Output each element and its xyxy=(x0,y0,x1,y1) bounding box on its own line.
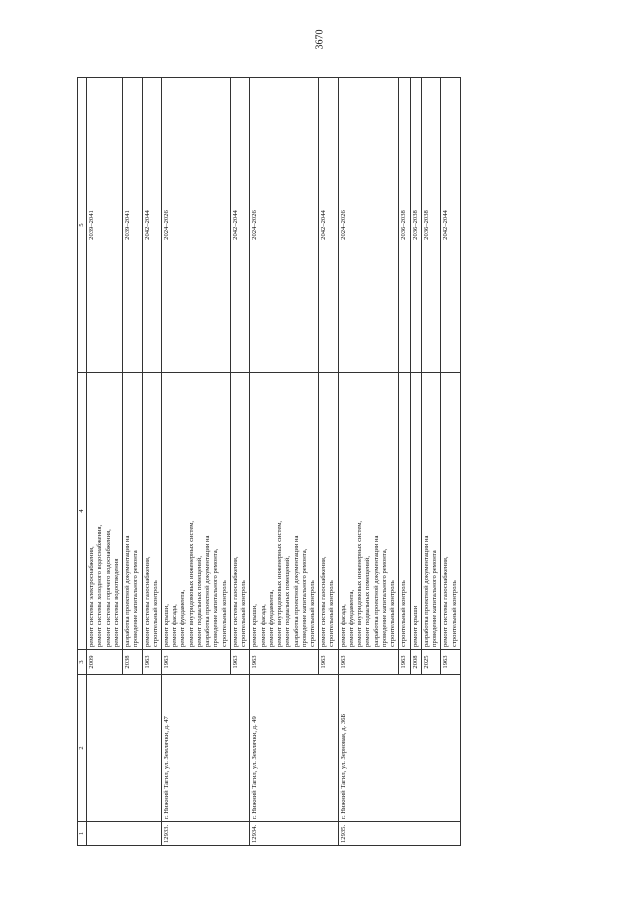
address-cell: г. Нижний Тагил, ул. Землячки, д. 47 xyxy=(162,675,250,822)
period-cell: 2042–2044 xyxy=(441,78,460,373)
works-cell xyxy=(319,373,338,650)
period-cell: 2039–2041 xyxy=(123,78,142,373)
period-cell: 2024–2026 xyxy=(250,78,319,373)
year-cell: 1963 xyxy=(142,650,161,675)
works-cell xyxy=(230,373,249,650)
work-item: ремонт системы газоснабжения, xyxy=(231,556,239,647)
table-body xyxy=(87,78,461,846)
header-col-5: 5 xyxy=(78,78,87,373)
year-cell: 1963 xyxy=(162,650,231,675)
work-item: разработка проектной документации на xyxy=(422,535,430,647)
year-cell: 1963 xyxy=(338,650,399,675)
period-cell: 2042–2044 xyxy=(142,78,161,373)
row-number: 12933. xyxy=(162,822,250,846)
work-item: проведение капитального ремонта xyxy=(132,550,140,647)
address-cell: г. Нижний Тагил, ул. Землячки, д. 49 xyxy=(250,675,338,822)
work-item: разработка проектной документации на xyxy=(372,535,380,647)
header-col-1: 1 xyxy=(78,822,87,846)
works-cell xyxy=(338,373,399,650)
period-cell: 2039–2041 xyxy=(87,78,123,373)
header-row xyxy=(78,78,87,846)
year-cell: 1963 xyxy=(230,650,249,675)
address-cell: г. Нижний Тагил, ул. Зерновая, д. 36Б xyxy=(338,675,460,822)
work-item: ремонт внутридомовых инженерных систем, xyxy=(276,520,284,647)
period-cell: 2036–2038 xyxy=(421,78,440,373)
year-cell: 1963 xyxy=(441,650,460,675)
year-cell: 2025 xyxy=(421,650,440,675)
work-item: ремонт подвальных помещений, xyxy=(284,556,292,647)
work-item: строительный контроль xyxy=(400,580,408,647)
table-row xyxy=(338,78,399,846)
works-cell xyxy=(162,373,231,650)
work-item: разработка проектной документации на xyxy=(204,535,212,647)
work-item: ремонт крыши, xyxy=(163,604,170,647)
year-cell: 2009 xyxy=(87,650,123,675)
work-item: ремонт внутридомовых инженерных систем, xyxy=(356,520,364,647)
work-item: строительный контроль xyxy=(220,580,228,647)
period-cell: 2042–2044 xyxy=(319,78,338,373)
works-cell xyxy=(410,373,421,650)
work-item: разработка проектной документации на xyxy=(292,535,300,647)
year-cell: 1963 xyxy=(319,650,338,675)
work-item: ремонт фасада, xyxy=(259,604,267,647)
row-number: 12935. xyxy=(338,822,460,846)
address-cell xyxy=(87,675,162,822)
work-item: ремонт системы горячего водоснабжения, xyxy=(104,529,112,647)
work-item: ремонт системы электроснабжения, xyxy=(88,546,96,647)
header-col-2: 2 xyxy=(78,675,87,822)
works-cell xyxy=(250,373,319,650)
period-cell: 2042–2044 xyxy=(230,78,249,373)
work-item: ремонт крыши xyxy=(411,605,419,647)
work-item: ремонт системы газоснабжения, xyxy=(320,556,328,647)
work-item: ремонт системы газоснабжения, xyxy=(143,556,151,647)
table-row xyxy=(162,78,231,846)
work-item: ремонт фасада, xyxy=(171,604,179,647)
page-number xyxy=(0,4,640,50)
work-item: ремонт фундамента, xyxy=(347,589,355,647)
work-item: ремонт системы газоснабжения, xyxy=(442,556,450,647)
works-cell xyxy=(399,373,410,650)
work-item: проведение капитального ремонта, xyxy=(212,548,220,647)
work-item: ремонт системы холодного водоснабжения, xyxy=(96,524,104,647)
works-cell xyxy=(421,373,440,650)
work-item: разработка проектной документации на xyxy=(124,535,132,647)
work-item: строительный контроль xyxy=(240,580,248,647)
table-row xyxy=(250,78,319,846)
work-item: проведение капитального ремонта, xyxy=(300,548,308,647)
work-item: ремонт подвальных помещений, xyxy=(364,556,372,647)
year-cell: 2008 xyxy=(410,650,421,675)
year-cell: 2038 xyxy=(123,650,142,675)
work-item: строительный контроль xyxy=(389,580,397,647)
work-item: ремонт подвальных помещений, xyxy=(195,556,203,647)
year-cell: 1963 xyxy=(399,650,410,675)
work-item: строительный контроль xyxy=(151,580,159,647)
work-item: ремонт системы водоотведения xyxy=(112,558,120,647)
rotated-table-container xyxy=(77,77,599,846)
year-cell: 1963 xyxy=(250,650,319,675)
work-item: ремонт фундамента, xyxy=(179,589,187,647)
work-item: проведение капитального ремонта, xyxy=(380,548,388,647)
work-item: ремонт внутридомовых инженерных систем, xyxy=(187,520,195,647)
period-cell: 2024–2026 xyxy=(338,78,399,373)
page-number-text: 3670 xyxy=(314,29,326,50)
work-item: ремонт крыши, xyxy=(251,604,259,647)
header-col-3: 3 xyxy=(78,650,87,675)
work-item: ремонт фасада, xyxy=(339,604,347,647)
work-item: строительный контроль xyxy=(450,580,458,647)
work-item: проведение капитального ремонта xyxy=(431,550,439,647)
table-row xyxy=(87,78,123,846)
period-cell: 2024–2026 xyxy=(162,78,231,373)
work-item: ремонт фундамента, xyxy=(267,589,275,647)
work-item: строительный контроль xyxy=(308,580,316,647)
works-cell xyxy=(142,373,161,650)
works-cell xyxy=(123,373,142,650)
row-number: 12934. xyxy=(250,822,338,846)
works-cell xyxy=(441,373,460,650)
row-number xyxy=(87,822,162,846)
repair-schedule-table xyxy=(77,77,461,846)
header-col-4: 4 xyxy=(78,373,87,650)
period-cell: 2036–2038 xyxy=(399,78,410,373)
works-cell xyxy=(87,373,123,650)
period-cell: 2036–2038 xyxy=(410,78,421,373)
work-item: строительный контроль xyxy=(328,580,336,647)
